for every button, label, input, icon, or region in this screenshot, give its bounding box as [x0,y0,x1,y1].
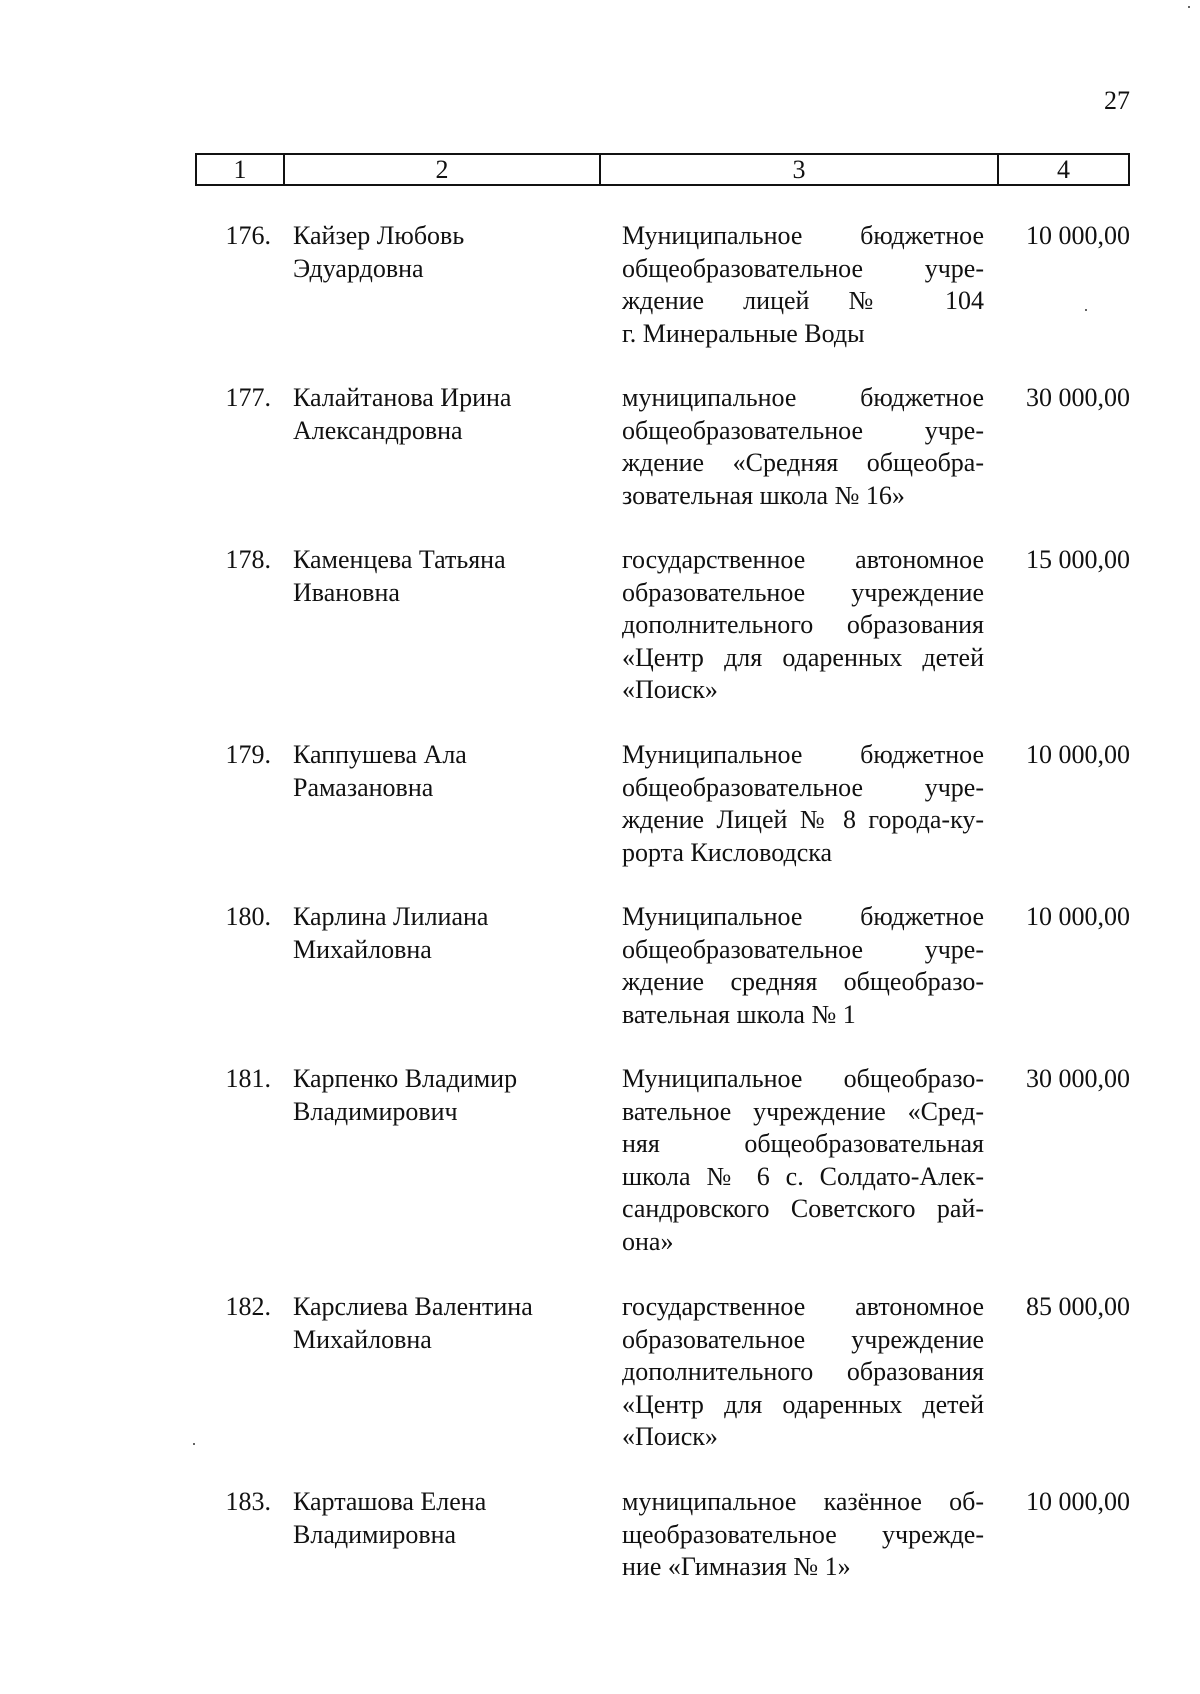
entry-amount: 10 000,00 [1026,740,1130,769]
entry-org-line: Муниципальное общеобразо- [622,1064,984,1093]
entry-org-line: Муниципальное бюджетное [622,221,984,250]
entry-row [0,1063,1200,1258]
entry-name [293,739,583,804]
scan-speck [1188,6,1190,8]
entry-organization [622,1291,984,1454]
scan-speck [1085,309,1087,311]
entry-name [293,544,583,609]
entry-org-line: г. Минеральные Воды [622,318,865,348]
entry-amount: 10 000,00 [1026,221,1130,250]
entry-organization [622,544,984,707]
entry-org-line: щеобразовательное учрежде- [622,1519,984,1549]
column-header-1: 1 [197,155,285,184]
entry-name [293,382,583,447]
entry-org-line: Муниципальное бюджетное [622,902,984,931]
entry-name [293,220,583,285]
scan-speck [193,1443,195,1445]
column-header-3: 3 [601,155,999,184]
entry-row [0,382,1200,512]
entry-name-line: Эдуардовна [293,253,424,283]
page-number: 27 [1104,86,1130,115]
entry-org-line: образовательное учреждение [622,577,984,607]
entry-org-line: государственное автономное [622,1292,984,1321]
entry-amount: 15 000,00 [1026,545,1130,574]
entry-organization [622,901,984,1031]
entry-org-line: образовательное учреждение [622,1324,984,1354]
entry-name-line: Карташова Елена [293,1487,487,1516]
entry-amount: 30 000,00 [1026,1064,1130,1093]
entry-number: 178. [225,545,271,574]
entry-org-line: школа № 6 с. Солдато-Алек- [622,1161,984,1191]
entry-name-line: Карслиева Валентина [293,1292,533,1321]
entry-org-line: вательное учреждение «Сред- [622,1096,984,1126]
entry-row [0,1291,1200,1453]
entry-org-line: она» [622,1226,674,1256]
entry-number: 183. [225,1487,271,1516]
entry-org-line: общеобразовательное учре- [622,934,984,964]
entry-org-line: дополнительного образования [622,610,984,639]
entry-name-line: Александровна [293,415,463,445]
entry-number: 179. [225,740,271,769]
entry-org-line: ждение лицей № 104 [622,286,984,315]
entry-name-line: Каменцева Татьяна [293,545,506,574]
entry-org-line: общеобразовательное учре- [622,772,984,802]
entry-name-line: Ивановна [293,577,400,607]
entry-organization [622,382,984,512]
entry-org-line: «Поиск» [622,1422,718,1451]
entry-org-line: Муниципальное бюджетное [622,740,984,769]
entry-number: 177. [225,383,271,412]
entry-row [0,901,1200,1031]
entry-row [0,544,1200,706]
column-header-2: 2 [285,155,601,184]
entry-org-line: зовательная школа № 16» [622,480,905,510]
entry-name-line: Михайловна [293,934,432,964]
entry-amount: 85 000,00 [1026,1292,1130,1321]
entry-amount: 10 000,00 [1026,902,1130,931]
entry-amount: 30 000,00 [1026,383,1130,412]
entry-name [293,1063,583,1128]
entry-organization [622,1063,984,1258]
entry-org-line: ждение Лицей № 8 города-ку- [622,805,984,834]
entry-org-line: муниципальное бюджетное [622,383,984,412]
entry-name-line: Кайзер Любовь [293,221,465,250]
column-header-table [195,153,1130,186]
entry-name-line: Михайловна [293,1324,432,1354]
entry-name-line: Рамазановна [293,772,434,802]
entry-name-line: Владимировна [293,1519,457,1549]
entry-org-line: ждение средняя общеобразо- [622,967,984,996]
entry-name-line: Каппушева Ала [293,740,467,769]
entry-name-line: Калайтанова Ирина [293,383,512,412]
entry-name-line: Карпенко Владимир [293,1064,518,1093]
entry-amount: 10 000,00 [1026,1487,1130,1516]
entry-name-line: Карлина Лилиана [293,902,489,931]
entry-organization [622,220,984,350]
entry-organization [622,739,984,869]
entry-org-line: государственное автономное [622,545,984,574]
entry-org-line: рорта Кисловодска [622,837,833,867]
entry-org-line: дополнительного образования [622,1357,984,1386]
entry-row [0,1486,1200,1584]
column-header-4: 4 [1057,155,1070,184]
entry-organization [622,1486,984,1584]
entry-org-line: ние «Гимназия № 1» [622,1552,851,1581]
entry-org-line: вательная школа № 1 [622,999,856,1029]
entry-org-line: няя общеобразовательная [622,1129,984,1158]
entry-name [293,901,583,966]
entry-number: 176. [225,221,271,250]
entry-name-line: Владимирович [293,1096,458,1126]
entry-name [293,1291,583,1356]
entry-org-line: «Центр для одаренных детей [622,1389,984,1419]
entry-row [0,220,1200,350]
entry-org-line: «Поиск» [622,675,718,704]
entry-org-line: общеобразовательное учре- [622,415,984,445]
entry-org-line: общеобразовательное учре- [622,253,984,283]
entry-org-line: муниципальное казённое об- [622,1487,984,1516]
entry-number: 182. [225,1292,271,1321]
entry-number: 180. [225,902,271,931]
entry-org-line: «Центр для одаренных детей [622,642,984,672]
entry-name [293,1486,583,1551]
entry-row [0,739,1200,869]
entry-number: 181. [225,1064,271,1093]
entry-org-line: сандровского Советского рай- [622,1194,984,1223]
entry-org-line: ждение «Средняя общеобра- [622,448,984,477]
